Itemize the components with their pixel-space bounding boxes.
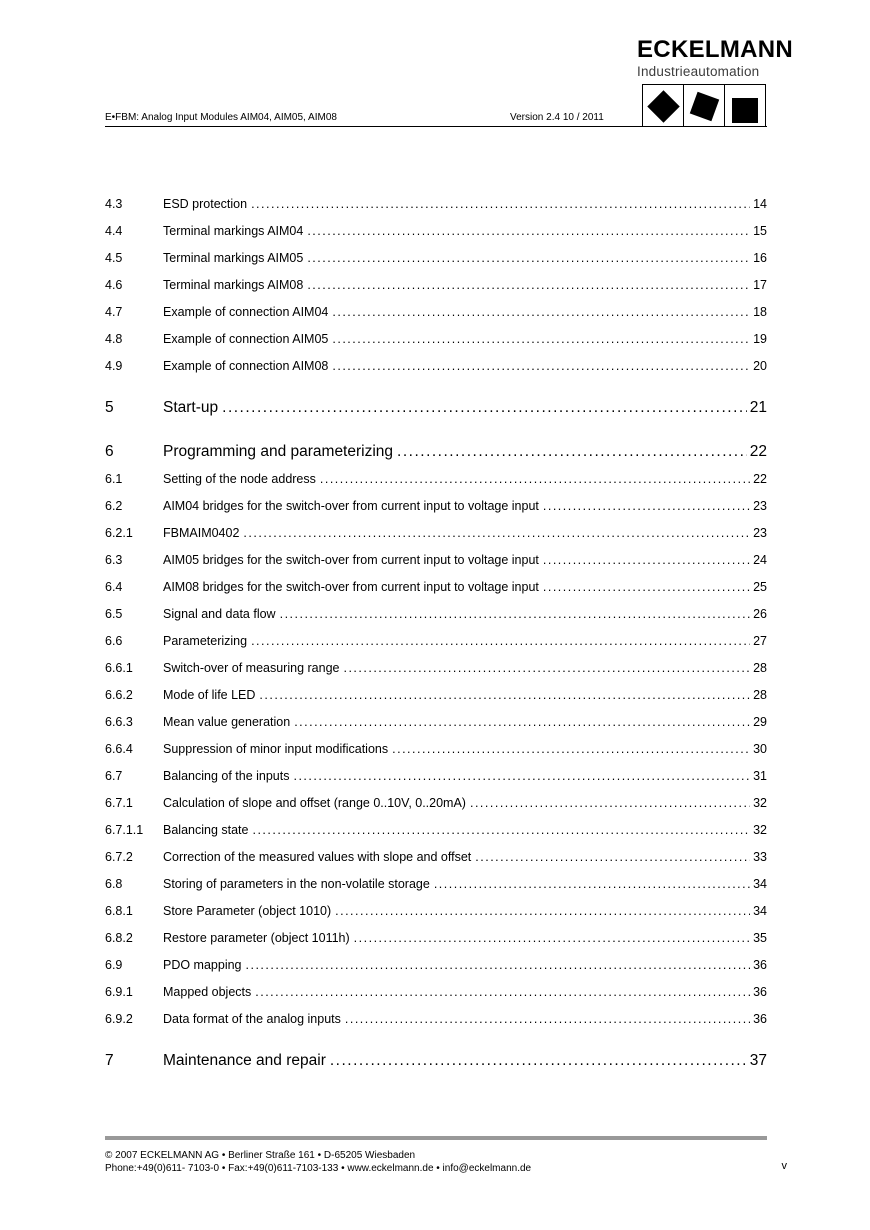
toc-entry-title: Maintenance and repair xyxy=(163,1052,326,1069)
toc-entry-title: AIM08 bridges for the switch-over from current input to voltage input xyxy=(163,580,539,594)
toc-entry-page: 28 xyxy=(753,661,767,675)
toc-entry-page: 14 xyxy=(753,197,767,211)
toc-entry-title: Example of connection AIM04 xyxy=(163,305,329,319)
toc-entry-page: 22 xyxy=(753,472,767,486)
toc-entry xyxy=(105,876,767,892)
toc-entry-title: Example of connection AIM05 xyxy=(163,332,329,346)
toc-entry xyxy=(105,957,767,973)
toc-entry-page: 26 xyxy=(753,607,767,621)
toc-entry-page: 29 xyxy=(753,715,767,729)
toc-entry-number: 6.6.4 xyxy=(105,742,133,756)
page-number: v xyxy=(781,1160,787,1172)
toc-entry-number: 6.7.1 xyxy=(105,796,133,810)
footer-copyright: © 2007 ECKELMANN AG • Berliner Straße 161 • D-65205 Wiesbaden xyxy=(105,1150,416,1161)
page-footer xyxy=(105,1136,787,1175)
toc-leader-dots xyxy=(259,687,750,703)
document-version: Version 2.4 10 / 2011 xyxy=(510,112,604,123)
document-title: E•FBM: Analog Input Modules AIM04, AIM05, AIM08 xyxy=(105,112,337,123)
toc-chapter-entry xyxy=(105,1051,767,1071)
toc-leader-dots xyxy=(252,822,750,838)
toc-entry-number: 6.6.3 xyxy=(105,715,133,729)
toc-entry xyxy=(105,687,767,703)
square-upright-icon xyxy=(724,84,766,127)
toc-entry xyxy=(105,331,767,347)
toc-leader-dots xyxy=(345,1011,750,1027)
toc-entry-title: Terminal markings AIM05 xyxy=(163,251,304,265)
toc-entry xyxy=(105,606,767,622)
toc-entry-title: Correction of the measured values with slope and offset xyxy=(163,850,472,864)
toc-entry-number: 6.7 xyxy=(105,769,123,783)
toc-entry-number: 4.6 xyxy=(105,278,123,292)
toc-entry xyxy=(105,196,767,212)
toc-entry-number: 6 xyxy=(105,443,114,460)
toc-entry-title: Start-up xyxy=(163,399,219,416)
toc-entry-title: Data format of the analog inputs xyxy=(163,1012,341,1026)
toc-leader-dots xyxy=(332,304,750,320)
toc-leader-dots xyxy=(294,714,750,730)
toc-entry-number: 6.8.2 xyxy=(105,931,133,945)
toc-entry-number: 6.7.1.1 xyxy=(105,823,144,837)
toc-leader-dots xyxy=(307,277,750,293)
toc-leader-dots xyxy=(434,876,750,892)
toc-leader-dots xyxy=(354,930,750,946)
toc-entry xyxy=(105,984,767,1000)
toc-entry-page: 36 xyxy=(753,1012,767,1026)
toc-entry-number: 6.6.2 xyxy=(105,688,133,702)
toc-leader-dots xyxy=(222,398,747,418)
brand-subtitle: Industrieautomation xyxy=(637,64,760,79)
toc-entry xyxy=(105,822,767,838)
toc-leader-dots xyxy=(332,331,750,347)
toc-entry-title: Parameterizing xyxy=(163,634,248,648)
toc-entry-page: 27 xyxy=(753,634,767,648)
toc-entry-title: Mapped objects xyxy=(163,985,252,999)
logo-marks xyxy=(643,84,766,127)
diamond-rotated-45-icon xyxy=(642,84,684,127)
toc-leader-dots xyxy=(343,660,750,676)
toc-entry-page: 36 xyxy=(753,985,767,999)
toc-entry-number: 6.8.1 xyxy=(105,904,133,918)
toc-entry xyxy=(105,304,767,320)
toc-entry-page: 32 xyxy=(753,823,767,837)
toc-entry-page: 31 xyxy=(753,769,767,783)
toc-entry-page: 37 xyxy=(749,1052,767,1069)
toc-entry xyxy=(105,714,767,730)
toc-entry xyxy=(105,795,767,811)
toc-entry-number: 5 xyxy=(105,399,114,416)
toc-entry-number: 4.5 xyxy=(105,251,123,265)
toc-entry-title: ESD protection xyxy=(163,197,248,211)
toc-entry-number: 6.4 xyxy=(105,580,123,594)
toc-entry-number: 4.4 xyxy=(105,224,123,238)
toc-entry-number: 4.3 xyxy=(105,197,123,211)
toc-entry-page: 22 xyxy=(749,443,767,460)
toc-entry-page: 23 xyxy=(753,499,767,513)
toc-leader-dots xyxy=(320,471,750,487)
toc-entry xyxy=(105,768,767,784)
brand-name: ECKELMANN xyxy=(637,36,794,63)
toc-leader-dots xyxy=(243,525,750,541)
toc-entry-page: 23 xyxy=(753,526,767,540)
toc-entry-page: 19 xyxy=(753,332,767,346)
header-rule xyxy=(105,126,767,127)
toc-entry-title: Signal and data flow xyxy=(163,607,276,621)
toc-entry-title: AIM04 bridges for the switch-over from current input to voltage input xyxy=(163,499,539,513)
toc-entry-title: Balancing state xyxy=(163,823,249,837)
toc-entry-number: 6.2.1 xyxy=(105,526,133,540)
toc-entry-page: 24 xyxy=(753,553,767,567)
toc-entry-page: 20 xyxy=(753,359,767,373)
toc-entry-page: 36 xyxy=(753,958,767,972)
toc-entry xyxy=(105,849,767,865)
toc-entry-page: 15 xyxy=(753,224,767,238)
toc-entry xyxy=(105,471,767,487)
toc-entry-page: 34 xyxy=(753,877,767,891)
toc-entry xyxy=(105,930,767,946)
toc-entry-number: 4.9 xyxy=(105,359,123,373)
toc-entry xyxy=(105,660,767,676)
toc-chapter-entry xyxy=(105,398,767,418)
toc-entry-title: PDO mapping xyxy=(163,958,242,972)
toc-entry xyxy=(105,525,767,541)
toc-entry-number: 6.1 xyxy=(105,472,123,486)
toc-entry-page: 21 xyxy=(749,399,767,416)
toc-entry-page: 18 xyxy=(753,305,767,319)
toc-entry-number: 6.5 xyxy=(105,607,123,621)
toc-entry-number: 6.6 xyxy=(105,634,123,648)
toc-entry-page: 32 xyxy=(753,796,767,810)
toc-entry-page: 34 xyxy=(753,904,767,918)
toc-entry-number: 6.8 xyxy=(105,877,123,891)
toc-entry-number: 4.7 xyxy=(105,305,123,319)
toc-entry-title: Store Parameter (object 1010) xyxy=(163,904,332,918)
footer-rule xyxy=(105,1136,767,1140)
toc-leader-dots xyxy=(470,795,750,811)
toc-leader-dots xyxy=(392,741,750,757)
toc-entry xyxy=(105,741,767,757)
toc-entry-number: 7 xyxy=(105,1052,114,1069)
page-header xyxy=(105,112,640,124)
toc-entry xyxy=(105,358,767,374)
toc-entry xyxy=(105,1011,767,1027)
toc-leader-dots xyxy=(332,358,750,374)
toc-entry xyxy=(105,250,767,266)
toc-leader-dots xyxy=(251,633,750,649)
toc-entry-number: 6.2 xyxy=(105,499,123,513)
toc-entry-number: 6.9.1 xyxy=(105,985,133,999)
toc-leader-dots xyxy=(307,250,750,266)
toc-entry-page: 35 xyxy=(753,931,767,945)
toc-entry-page: 16 xyxy=(753,251,767,265)
toc-leader-dots xyxy=(307,223,750,239)
toc-entry-page: 17 xyxy=(753,278,767,292)
toc-entry-title: Restore parameter (object 1011h) xyxy=(163,931,350,945)
toc-entry-title: Example of connection AIM08 xyxy=(163,359,329,373)
toc-leader-dots xyxy=(255,984,750,1000)
toc-entry-title: Suppression of minor input modifications xyxy=(163,742,389,756)
toc-leader-dots xyxy=(543,579,750,595)
toc-leader-dots xyxy=(293,768,750,784)
toc-entry-page: 33 xyxy=(753,850,767,864)
toc-entry-title: Switch-over of measuring range xyxy=(163,661,340,675)
toc-entry-title: Balancing of the inputs xyxy=(163,769,290,783)
toc-entry xyxy=(105,552,767,568)
toc-entry-title: Mean value generation xyxy=(163,715,291,729)
toc-entry-title: Terminal markings AIM08 xyxy=(163,278,304,292)
toc-entry-title: Programming and parameterizing xyxy=(163,443,394,460)
toc-leader-dots xyxy=(397,442,747,462)
footer-contact: Phone:+49(0)611- 7103-0 • Fax:+49(0)611-7103-133 • www.eckelmann.de • info@eckelmann.de xyxy=(105,1163,532,1174)
toc-leader-dots xyxy=(543,498,750,514)
toc-leader-dots xyxy=(475,849,750,865)
toc-entry-number: 6.6.1 xyxy=(105,661,133,675)
toc-entry-title: FBMAIM0402 xyxy=(163,526,240,540)
toc-entry-title: Calculation of slope and offset (range 0..10V, 0..20mA) xyxy=(163,796,466,810)
toc-entry-title: Mode of life LED xyxy=(163,688,256,702)
toc-entry xyxy=(105,223,767,239)
square-tilted-icon xyxy=(683,84,725,127)
toc-entry-title: Terminal markings AIM04 xyxy=(163,224,304,238)
toc-entry-page: 30 xyxy=(753,742,767,756)
toc-entry xyxy=(105,633,767,649)
toc-entry-number: 6.7.2 xyxy=(105,850,133,864)
toc-leader-dots xyxy=(246,957,751,973)
toc-entry-title: Storing of parameters in the non-volatile storage xyxy=(163,877,430,891)
toc-leader-dots xyxy=(280,606,751,622)
toc-entry-title: AIM05 bridges for the switch-over from current input to voltage input xyxy=(163,553,539,567)
toc-chapter-entry xyxy=(105,442,767,462)
toc-entry-number: 4.8 xyxy=(105,332,123,346)
toc-list xyxy=(105,196,767,1080)
toc-entry xyxy=(105,277,767,293)
toc-entry xyxy=(105,903,767,919)
toc-entry-number: 6.3 xyxy=(105,553,123,567)
toc-entry-page: 25 xyxy=(753,580,767,594)
toc-leader-dots xyxy=(543,552,750,568)
toc-entry-number: 6.9.2 xyxy=(105,1012,133,1026)
toc-leader-dots xyxy=(330,1051,747,1071)
toc-entry xyxy=(105,579,767,595)
toc-entry-title: Setting of the node address xyxy=(163,472,316,486)
toc-entry xyxy=(105,498,767,514)
toc-entry-number: 6.9 xyxy=(105,958,123,972)
toc-entry-page: 28 xyxy=(753,688,767,702)
toc-leader-dots xyxy=(251,196,750,212)
toc-leader-dots xyxy=(335,903,750,919)
brand-logo xyxy=(637,36,794,79)
